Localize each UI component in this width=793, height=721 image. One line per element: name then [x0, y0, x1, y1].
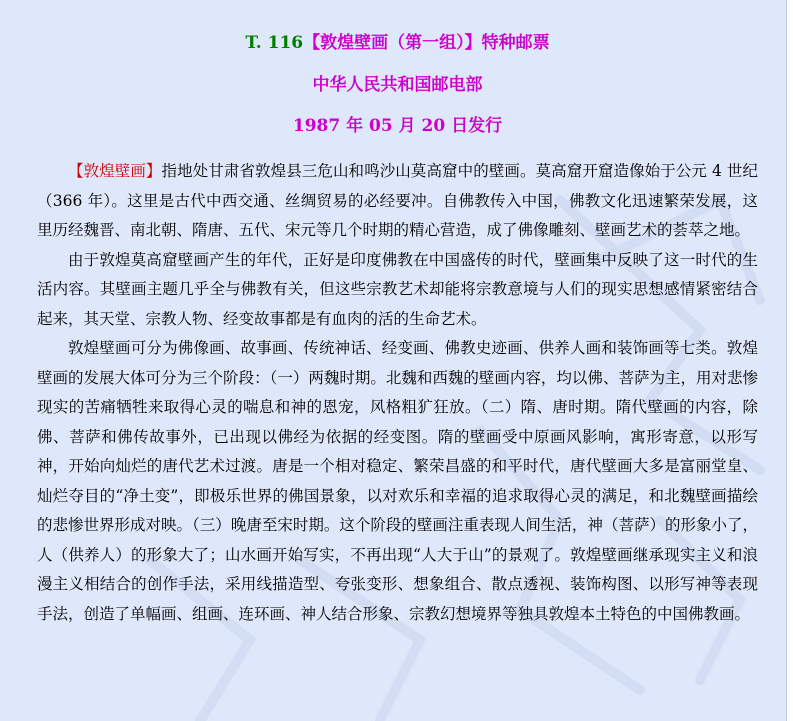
- term-highlight: 【敦煌壁画】: [68, 162, 162, 180]
- paragraph-2: 由于敦煌莫高窟壁画产生的年代，正好是印度佛教在中国盛传的时代，壁画集中反映了这一时代的生活内容。其壁画主题几乎全与佛教有关，但这些宗教艺术却能将宗教意境与人们的现实思想感情紧密结合起来，其天堂、宗教人物、经变故事都是有血肉的活的生命艺术。: [37, 250, 758, 328]
- paragraph-1: [37, 157, 758, 246]
- paragraph-3: 敦煌壁画可分为佛像画、故事画、传统神话、经变画、佛教史迹画、供养人画和装饰画等七类。敦煌壁画的发展大体可分为三个阶段：（一）两魏时期。北魏和西魏的壁画内容，均以佛、菩萨为主，用对悲惨现实的苦痛牺牲来取得心灵的喘息和神的恩宠，风格粗犷狂放。（二）隋、唐时期。隋代壁画的内容，除佛、菩萨和佛传故事外，已出现以佛经为依据的经变图。隋的壁画受中原画风影响，寓形寄意，以形写神，开始向灿烂的唐代艺术过渡。唐是一个相对稳定、繁荣昌盛的和平时代，唐代壁画大多是富丽堂皇、灿烂夺目的“净土变”，即极乐世界的佛国景象，以对欢乐和幸福的追求取得心灵的满足，和北魏壁画描绘的悲惨世界形成对映。（三）晚唐至宋时期。这个阶段的壁画注重表现人间生活，神（菩萨）的形象小了，人（供养人）的形象大了；山水画开始写实，不再出现“人大于山”的景观了。敦煌壁画继承现实主义和浪漫主义相结合的创作手法，采用线描造型、夸张变形、想象组合、散点透视、装饰构图、以形写神等表现手法，创造了单幅画、组画、连环画、神人结合形象、宗教幻想境界等独具敦煌本土特色的中国佛教画。: [37, 339, 758, 623]
- paragraph-1-text: 指地处甘肃省敦煌县三危山和鸣沙山莫高窟中的壁画。莫高窟开窟造像始于公元 4 世纪（366 年）。这里是古代中西交通、丝绸贸易的必经要冲。自佛教传入中国，佛教文化迅速繁荣发展，这里历经魏晋、南北朝、隋唐、五代、宋元等几个时期的精心营造，成了佛像雕刻、壁画艺术的荟萃之地。: [37, 162, 758, 239]
- stamp-code: T. 116: [245, 33, 304, 53]
- issuer-heading: 中华人民共和国邮电部: [312, 75, 483, 95]
- stamp-title: 【敦煌壁画（第一组）】特种邮票: [303, 33, 550, 53]
- stamp-title-heading: [37, 31, 758, 55]
- issue-date-heading: 1987 年 05 月 20 日发行: [292, 116, 503, 136]
